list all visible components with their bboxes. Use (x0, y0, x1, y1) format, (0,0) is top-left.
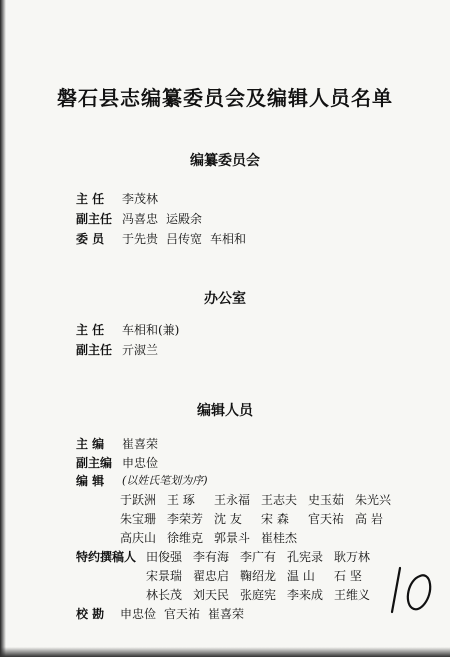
committee-deputy: 冯喜忠 (122, 212, 159, 226)
committee-deputies (122, 211, 210, 227)
editor-name: 王志夫 (261, 493, 298, 507)
editor-name: 王永福 (214, 493, 251, 507)
chief-editor-label: 主 编 (76, 437, 105, 451)
committee-deputy-label: 副主任 (76, 212, 113, 226)
special-writer-name: 刘天民 (193, 588, 230, 602)
handwritten-page-number (386, 562, 442, 618)
deputy-chief-editor-label: 副主编 (76, 456, 113, 470)
chief-editor: 崔喜荣 (122, 437, 159, 451)
proofreading-label: 校 勘 (76, 607, 105, 621)
deputy-chief-editor: 申忠俭 (122, 456, 159, 470)
editor-name: 郭景斗 (214, 531, 251, 545)
special-writer-name: 石 坚 (334, 569, 362, 583)
office-director: 车相和(兼) (122, 323, 180, 337)
special-writer-name: 宋景瑞 (146, 569, 183, 583)
office-deputy-label: 副主任 (76, 343, 113, 357)
committee-member: 吕传宽 (166, 232, 203, 246)
special-writer-name: 鞠绍龙 (240, 569, 277, 583)
committee-member: 于先贵 (122, 232, 159, 246)
special-writer-name: 王维义 (334, 588, 371, 602)
editor-name: 史玉茹 (308, 493, 345, 507)
committee-members (122, 231, 254, 247)
special-writer-name: 林长茂 (146, 588, 183, 602)
editor-row (120, 530, 308, 546)
special-writer-name: 温 山 (287, 569, 315, 583)
special-writers-label: 特约撰稿人 (76, 550, 137, 564)
committee-director: 李茂林 (122, 192, 159, 206)
editor-name: 于跃洲 (120, 493, 157, 507)
editor-name: 徐维克 (167, 531, 204, 545)
proofreaders (120, 606, 252, 622)
editor-name: 李荣芳 (167, 512, 204, 526)
special-writer-row (146, 587, 381, 603)
special-writer-name: 耿万林 (334, 550, 371, 564)
document-title: 磐石县志编纂委员会及编辑人员名单 (57, 86, 393, 110)
special-writer-name: 张庭宪 (240, 588, 277, 602)
proofreader-name: 崔喜荣 (208, 607, 245, 621)
editor-name: 朱光兴 (355, 493, 392, 507)
proofreader-name: 官天祐 (164, 607, 201, 621)
office-director-label: 主 任 (76, 323, 105, 337)
proofreader-name: 申忠俭 (120, 607, 157, 621)
committee-heading: 编纂委员会 (190, 153, 260, 169)
editor-name: 高庆山 (120, 531, 157, 545)
special-writer-row (146, 568, 381, 584)
editor-name: 高 岩 (355, 512, 383, 526)
special-writer-name: 李有海 (193, 550, 230, 564)
editor-row (120, 511, 402, 527)
editor-name: 官天祐 (308, 512, 345, 526)
committee-member: 车相和 (210, 232, 247, 246)
editor-name: 沈 友 (214, 512, 242, 526)
special-writer-row (146, 549, 381, 565)
special-writer-name: 李广有 (240, 550, 277, 564)
special-writer-name: 田俊强 (146, 550, 183, 564)
editor-row (120, 492, 402, 508)
committee-director-label: 主 任 (76, 192, 105, 206)
scan-edge-bottom (0, 647, 450, 657)
editor-name: 崔桂杰 (261, 531, 298, 545)
special-writer-name: 翟忠启 (193, 569, 230, 583)
editor-name: 宋 森 (261, 512, 289, 526)
office-heading: 办公室 (204, 291, 246, 307)
committee-deputy: 运殿余 (166, 212, 203, 226)
editor-label: 编 辑 (76, 474, 105, 488)
special-writer-name: 孔宪录 (287, 550, 324, 564)
editors-heading: 编辑人员 (197, 403, 253, 419)
editor-name: 王 琢 (167, 493, 195, 507)
editor-name: 朱宝珊 (120, 512, 157, 526)
committee-member-label: 委 员 (76, 232, 105, 246)
special-writer-name: 李来成 (287, 588, 324, 602)
office-deputy: 亓淑兰 (122, 343, 159, 357)
editor-order-note: (以姓氏笔划为序) (122, 474, 208, 487)
